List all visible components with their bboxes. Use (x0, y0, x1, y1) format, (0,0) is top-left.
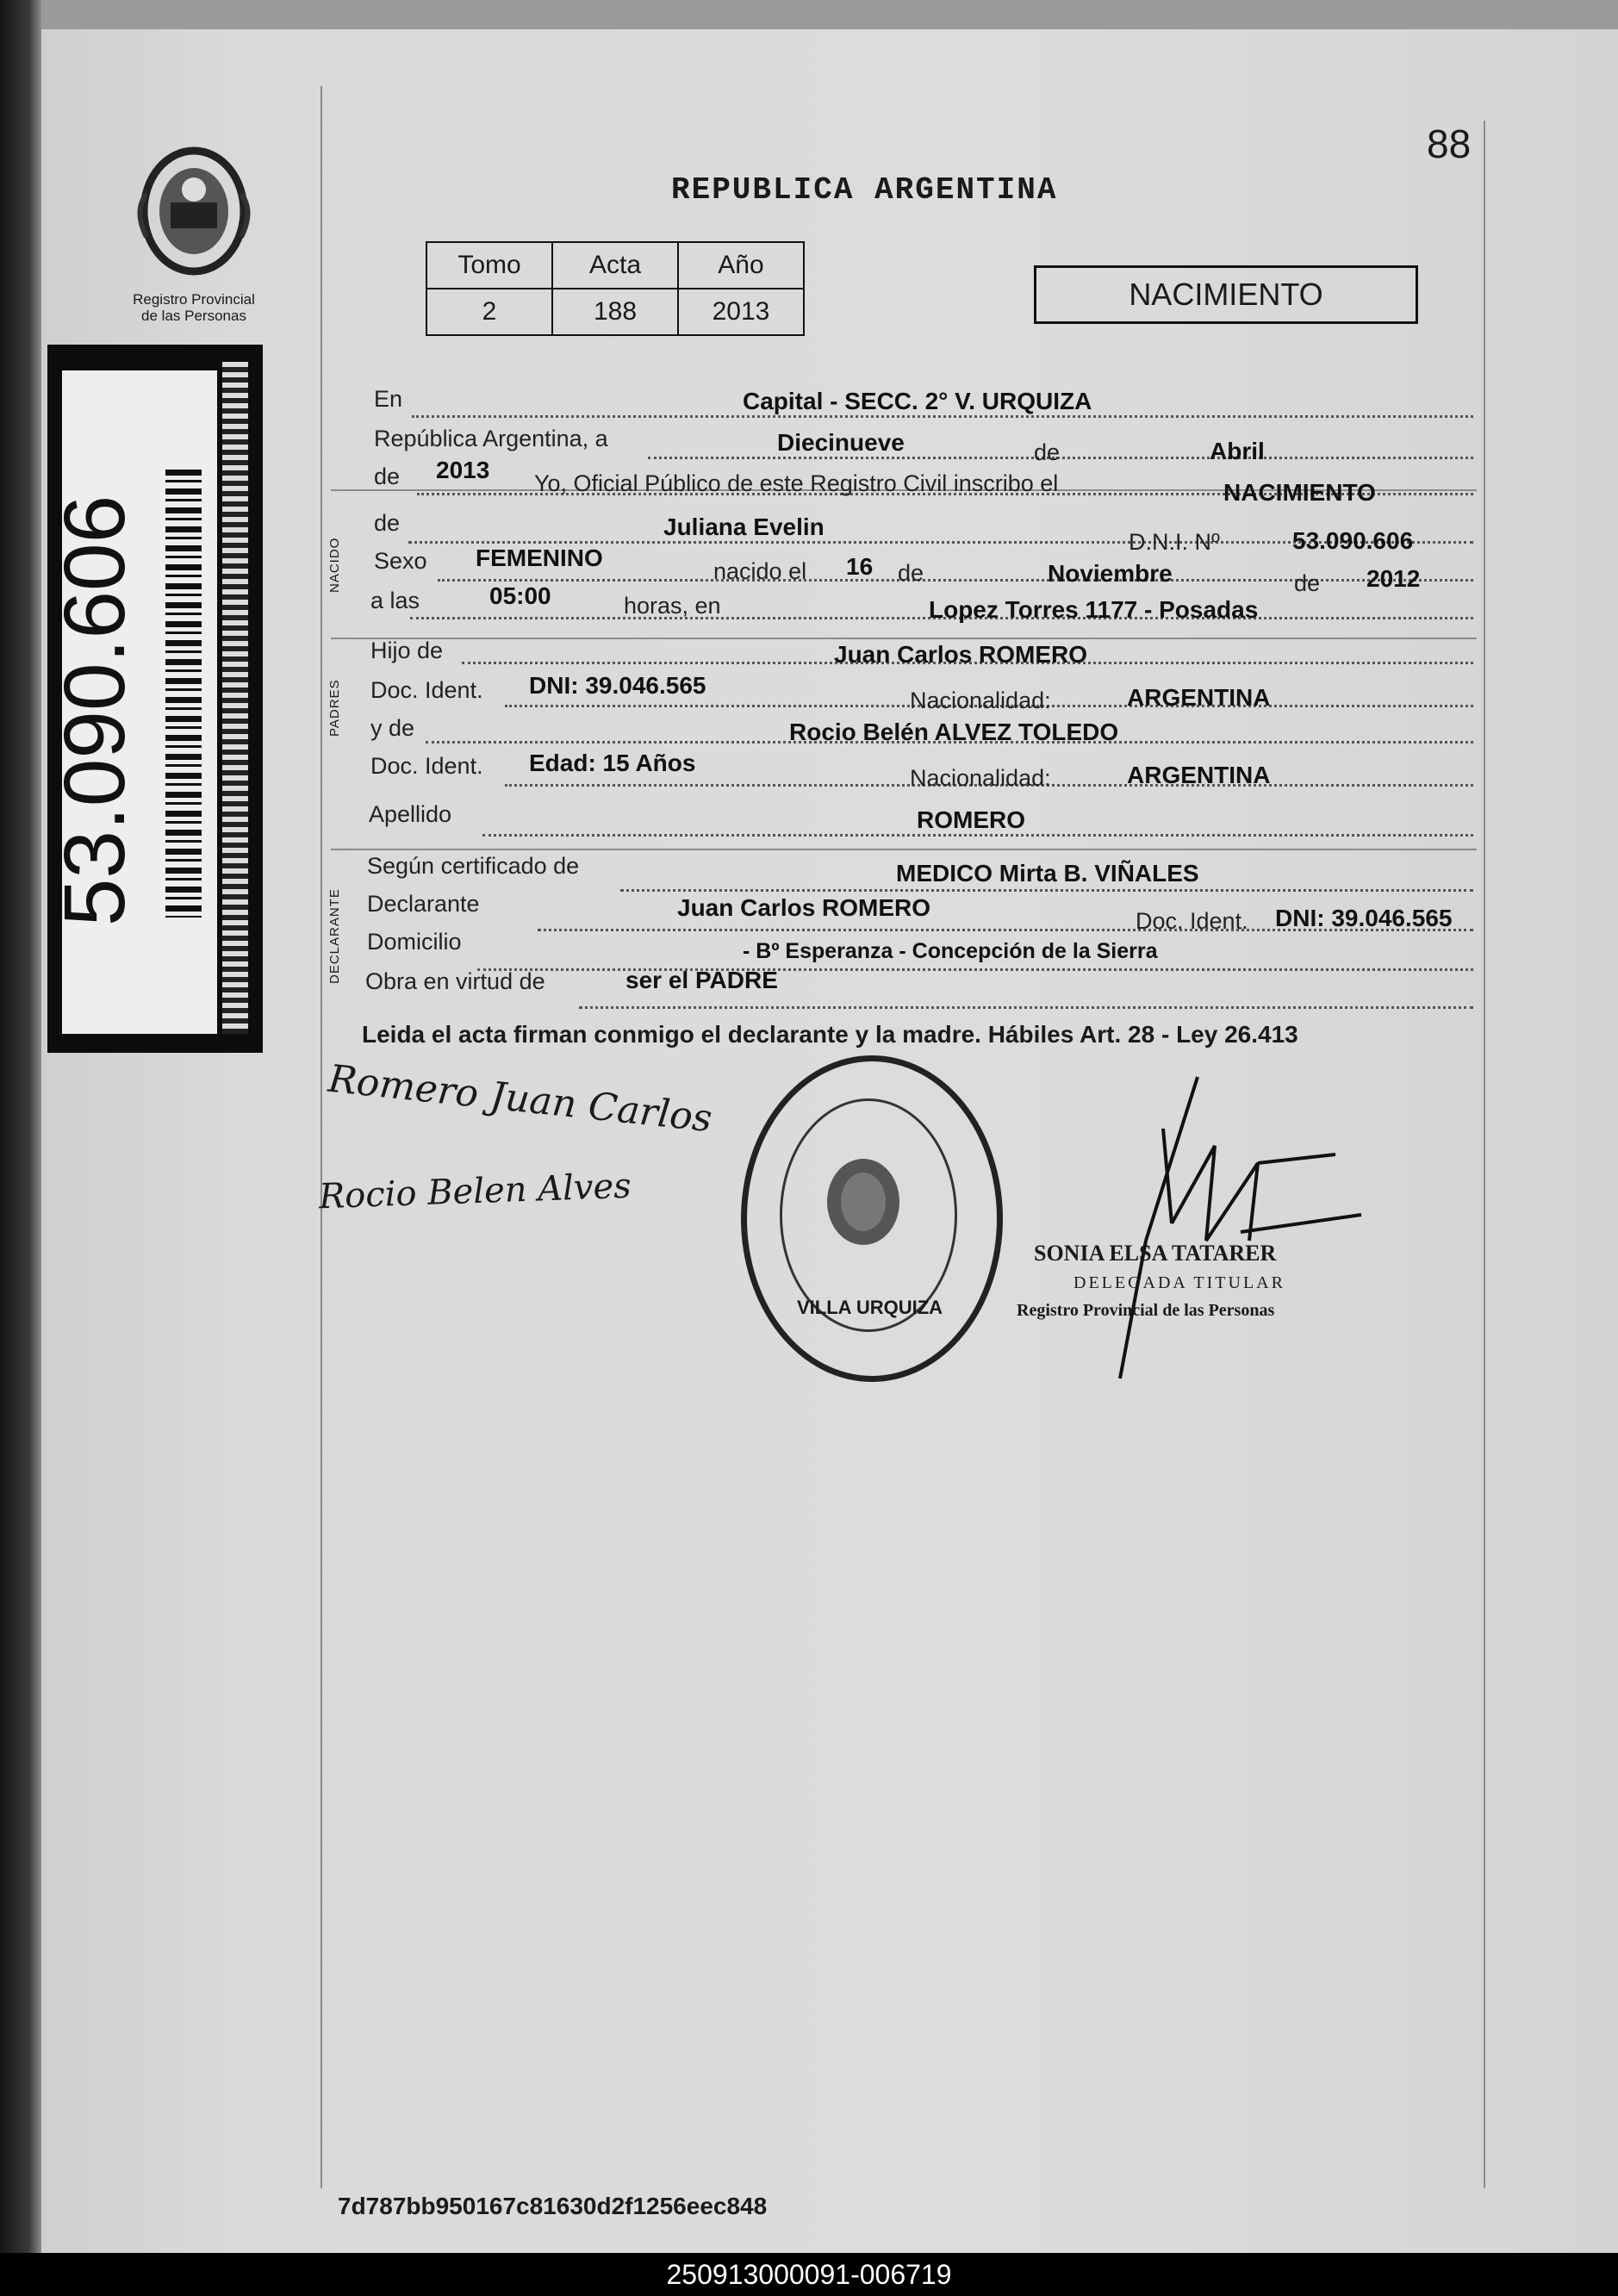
fill-line (482, 834, 1473, 837)
birth-time-value: 05:00 (489, 582, 551, 609)
page-top-strip (41, 0, 1618, 29)
section-label-declarante: DECLARANTE (327, 888, 342, 984)
province-seal-icon (129, 142, 258, 280)
child-name-value: Juliana Evelin (663, 513, 825, 540)
section-divider (331, 638, 1477, 639)
surname-value: ROMERO (917, 806, 1025, 833)
section-divider (331, 849, 1477, 850)
volume-header-acta: Acta (552, 242, 678, 289)
birth-year-value: 2012 (1366, 565, 1421, 592)
dni-label: D.N.I. Nº (1129, 529, 1220, 555)
stamp-emblem-icon (820, 1154, 906, 1249)
volume-value-anio: 2013 (678, 289, 804, 335)
fill-line (648, 457, 1473, 459)
sticker-number: 53.090.606 (47, 495, 143, 927)
nacido-label: nacido el (713, 558, 807, 584)
capacity-value: ser el PADRE (625, 967, 778, 993)
de-label: de (898, 560, 924, 586)
apellido-label: Apellido (369, 801, 452, 827)
horas-label: horas, en (624, 593, 721, 619)
birth-place-value: Lopez Torres 1177 - Posadas (929, 596, 1259, 623)
inscribo-value: NACIMIENTO (1223, 479, 1376, 506)
fill-line (579, 1006, 1473, 1009)
doc-label: Doc. Ident. (370, 753, 483, 779)
domicilio-label: Domicilio (367, 929, 462, 955)
official-name: SONIA ELSA TATARER (1034, 1241, 1277, 1266)
footer-id-bar: 250913000091-006719 (0, 2253, 1618, 2296)
sticker-pattern-strip (222, 362, 248, 1034)
de-label: de (374, 464, 401, 489)
binder-edge (0, 0, 41, 2253)
barcode (165, 470, 202, 918)
inscribo-label: Yo, Oficial Público de este Registro Civil inscribo el (534, 470, 1059, 496)
volume-header-tomo: Tomo (426, 242, 552, 289)
fill-line (412, 415, 1473, 418)
alas-label: a las (370, 588, 420, 613)
declarant-doc-value: DNI: 39.046.565 (1275, 905, 1453, 931)
section-label-padres: PADRES (327, 679, 342, 737)
year-value: 2013 (436, 457, 490, 483)
birth-day-value: 16 (846, 553, 874, 580)
de-label: de (1294, 570, 1321, 596)
day-value: Diecinueve (777, 429, 905, 456)
official-signature-icon (1111, 1068, 1378, 1387)
mother-nationality-value: ARGENTINA (1127, 762, 1271, 788)
margin-line-left (320, 86, 322, 2188)
en-label: En (374, 386, 403, 412)
volume-table-value-row (426, 289, 804, 335)
mother-doc-value: Edad: 15 Años (529, 750, 696, 776)
month-value: Abril (1210, 438, 1265, 464)
official-organization: Registro Provincial de las Personas (1017, 1301, 1275, 1320)
doc-label: Doc. Ident. (370, 677, 483, 703)
certificate-value: MEDICO Mirta B. VIÑALES (896, 860, 1199, 887)
address-value: - Bº Esperanza - Concepción de la Sierra (743, 939, 1158, 963)
volume-table (426, 241, 805, 336)
record-type-box: NACIMIENTO (1034, 265, 1418, 324)
volume-value-acta: 188 (552, 289, 678, 335)
father-name-value: Juan Carlos ROMERO (834, 641, 1088, 668)
margin-line-right (1484, 121, 1485, 2188)
mother-name-value: Rocio Belén ALVEZ TOLEDO (789, 719, 1119, 745)
section-label-nacido: NACIDO (327, 537, 342, 593)
closing-text: Leida el acta firman conmigo el declarante y la madre. Hábiles Art. 28 - Ley 26.413 (362, 1021, 1298, 1048)
declarante-label: Declarante (367, 891, 480, 917)
father-signature: Romero Juan Carlos (326, 1056, 714, 1142)
nacionalidad-label: Nacionalidad: (910, 765, 1051, 791)
child-dni-value: 53.090.606 (1292, 527, 1414, 554)
de-label: de (374, 510, 401, 536)
document-hash: 7d787bb950167c81630d2f1256eec848 (338, 2193, 768, 2219)
sexo-label: Sexo (374, 548, 427, 574)
document-title: REPUBLICA ARGENTINA (671, 172, 1058, 208)
page-number: 88 (1427, 121, 1472, 166)
registry-label-line1: Registro Provincial (133, 291, 255, 308)
de-label: de (1034, 439, 1061, 465)
sex-value: FEMENINO (476, 544, 603, 571)
father-nationality-value: ARGENTINA (1127, 684, 1271, 711)
segun-label: Según certificado de (367, 853, 580, 879)
official-title: DELEGADA TITULAR (1073, 1273, 1285, 1292)
mother-signature: Rocio Belen Alves (318, 1166, 632, 1217)
republica-label: República Argentina, a (374, 426, 608, 451)
stamp-inner-text: VILLA URQUIZA (797, 1297, 943, 1318)
fill-line (620, 889, 1473, 892)
doc-label: Doc. Ident. (1136, 908, 1248, 934)
declarant-name-value: Juan Carlos ROMERO (677, 894, 931, 921)
volume-value-tomo: 2 (426, 289, 552, 335)
volume-header-anio: Año (678, 242, 804, 289)
nacionalidad-label: Nacionalidad: (910, 688, 1051, 713)
place-value: Capital - SECC. 2° V. URQUIZA (743, 388, 1092, 414)
registry-label-line2: de las Personas (141, 308, 246, 324)
yde-label: y de (370, 715, 415, 741)
birth-month-value: Noviembre (1048, 560, 1173, 587)
hijo-label: Hijo de (370, 638, 444, 663)
registry-label (103, 291, 284, 324)
father-doc-value: DNI: 39.046.565 (529, 672, 706, 699)
obra-label: Obra en virtud de (365, 968, 545, 994)
volume-table-header-row (426, 242, 804, 289)
